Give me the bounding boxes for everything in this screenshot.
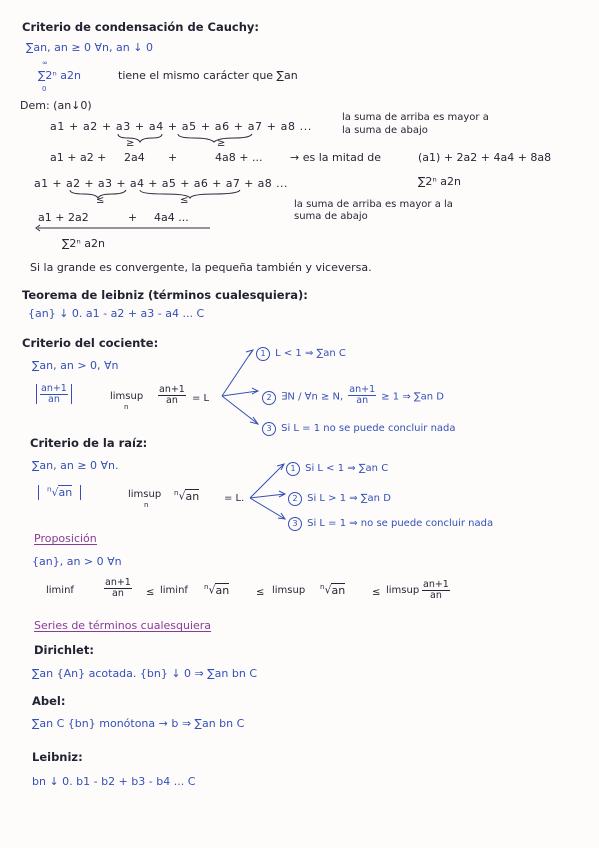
case-text: Si L = 1 no se puede concluir nada <box>281 423 456 434</box>
case-text: Si L > 1 ⇒ ∑an D <box>307 493 391 504</box>
case-number: 2 <box>262 391 276 405</box>
raiz-hypothesis: ∑an, an ≥ 0 ∀n. <box>32 459 119 472</box>
leibniz-title: Leibniz: <box>32 750 83 764</box>
brace <box>118 134 162 142</box>
demo-row4-c: 4a4 ... <box>154 211 189 224</box>
branch-arrow <box>246 350 253 356</box>
le-mark: ≤ <box>372 587 381 598</box>
cociente-hypothesis: ∑an, an > 0, ∀n <box>32 359 119 372</box>
demo-row3: a1 + a2 + a3 + a4 + a5 + a6 + a7 + a8 ... <box>34 177 288 190</box>
ratio-denominator: an <box>166 394 178 406</box>
leibniz-statement: bn ↓ 0. b1 - b2 + b3 - b4 ... C <box>32 775 196 788</box>
demo-row1-note2: la suma de abajo <box>342 125 428 136</box>
cociente-title: Criterio del cociente: <box>22 336 159 350</box>
branch-arrow <box>222 351 252 396</box>
cauchy-title: Criterio de condensación de Cauchy: <box>22 20 260 34</box>
case-number: 1 <box>256 347 270 361</box>
demo-row1-note1: la suma de arriba es mayor a <box>342 112 489 123</box>
cauchy-conclusion: Si la grande es convergente, la pequeña también y viceversa. <box>30 261 372 274</box>
ratio-denominator: an <box>430 589 442 601</box>
root-index: n <box>174 489 179 497</box>
ratio-numerator: an+1 <box>423 579 449 590</box>
demo-row2-f: (a1) + 2a2 + 4a4 + 8a8 <box>418 151 552 164</box>
case-number: 1 <box>286 462 300 476</box>
brace <box>140 190 240 198</box>
demo-row2-sum: ∑2ⁿ a2n <box>418 175 462 188</box>
raiz-title: Criterio de la raíz: <box>30 436 148 450</box>
ratio-numerator: an+1 <box>41 383 67 394</box>
ratio-numerator: an+1 <box>349 384 376 395</box>
ge-mark: ≥ <box>126 138 135 149</box>
proposicion-liminf-1: liminf <box>46 585 74 596</box>
demo-row4-b: + <box>128 211 138 224</box>
proposicion-title: Proposición <box>34 532 97 545</box>
cauchy-sum-upper-limit: ∞ <box>42 59 48 67</box>
demo-row2-c: + <box>168 151 178 164</box>
cauchy-sum-lower-limit: 0 <box>42 85 47 93</box>
ratio-numerator: an+1 <box>159 384 185 395</box>
branch-arrow <box>250 498 285 519</box>
leibniz-general-title: Teorema de leibniz (términos cualesquiera): <box>22 288 308 302</box>
le-mark: ≤ <box>146 587 155 598</box>
ratio-denominator: an <box>112 587 124 599</box>
root-index: n <box>320 583 325 591</box>
ge-mark: ≥ <box>217 138 226 149</box>
root-radicand: an <box>331 583 346 597</box>
branch-arrow <box>222 396 258 424</box>
demo-row1: a1 + a2 + a3 + a4 + a5 + a6 + a7 + a8 ... <box>50 120 312 133</box>
cauchy-statement: ∑2ⁿ a2n <box>38 69 82 82</box>
demo-row2-b: 2a4 <box>124 151 145 164</box>
dirichlet-statement: ∑an {An} acotada. {bn} ↓ 0 ⇒ ∑an bn C <box>32 667 258 680</box>
demo-row2-a: a1 + a2 + <box>50 151 107 164</box>
raiz-limsup-root: $^n$√an <box>174 489 200 503</box>
proposicion-root-2: $^n$√an <box>320 583 346 597</box>
ratio-denominator: an <box>356 394 369 406</box>
raiz-equals-L: = L. <box>224 493 245 504</box>
case-text: Si L < 1 ⇒ ∑an C <box>305 463 389 474</box>
leibniz-general-statement: {an} ↓ 0. a1 - a2 + a3 - a4 ... C <box>28 307 205 320</box>
cauchy-hypothesis: ∑an, an ≥ 0 ∀n, an ↓ 0 <box>26 41 153 54</box>
root-index: n <box>204 583 209 591</box>
case-text: L < 1 ⇒ ∑an C <box>275 348 346 359</box>
brace <box>70 190 126 198</box>
case-number: 3 <box>262 422 276 436</box>
brace <box>178 134 252 142</box>
abel-title: Abel: <box>32 694 66 708</box>
ratio-numerator: an+1 <box>105 577 131 588</box>
raiz-bracket-root: $^n$√an <box>38 486 81 498</box>
root-radicand: an <box>58 485 73 499</box>
branch-arrow <box>250 465 283 498</box>
raiz-limsup: limsup <box>128 489 162 500</box>
root-index: n <box>47 485 52 493</box>
proposicion-limsup-1: limsup <box>272 585 306 596</box>
abel-statement: ∑an C {bn} monótona → b ⇒ ∑an bn C <box>32 717 245 730</box>
demo-row4-a: a1 + 2a2 <box>38 211 89 224</box>
case-number: 2 <box>288 492 302 506</box>
dirichlet-title: Dirichlet: <box>34 643 94 657</box>
series-cualesquiera-title: Series de términos cualesquiera <box>34 619 212 632</box>
demo-row2-e: → es la mitad de <box>290 151 382 164</box>
proposicion-hypothesis: {an}, an > 0 ∀n <box>32 555 122 568</box>
cociente-limsup: limsup <box>110 391 144 402</box>
case-text: ∃N / ∀n ≥ N, <box>281 391 344 403</box>
demo-row4-note1: la suma de arriba es mayor a la <box>294 199 453 210</box>
cauchy-statement-rest: tiene el mismo carácter que ∑an <box>118 69 298 82</box>
le-mark: ≤ <box>256 587 265 598</box>
cociente-limsup-index: n <box>124 403 129 411</box>
le-mark: ≤ <box>96 195 105 206</box>
case-number: 3 <box>288 517 302 531</box>
root-radicand: an <box>215 583 230 597</box>
proposicion-limsup-2: limsup <box>386 585 420 596</box>
demo-row4-sum: ∑2ⁿ a2n <box>62 237 106 250</box>
root-radicand: an <box>185 489 200 503</box>
demo-row2-d: 4a8 + ... <box>215 151 263 164</box>
case-text: Si L = 1 ⇒ no se puede concluir nada <box>307 518 494 529</box>
cociente-equals-L: = L <box>192 393 210 404</box>
ratio-denominator: an <box>48 393 60 405</box>
proposicion-liminf-2: liminf <box>160 585 188 596</box>
case-text: ≥ 1 ⇒ ∑an D <box>381 391 444 403</box>
proposicion-root-1: $^n$√an <box>204 583 230 597</box>
raiz-limsup-index: n <box>144 501 149 509</box>
demo-row4-note2: suma de abajo <box>294 211 368 222</box>
branch-arrow <box>250 494 285 498</box>
le-mark: ≤ <box>180 195 189 206</box>
demo-label: Dem: (an↓0) <box>20 99 92 112</box>
